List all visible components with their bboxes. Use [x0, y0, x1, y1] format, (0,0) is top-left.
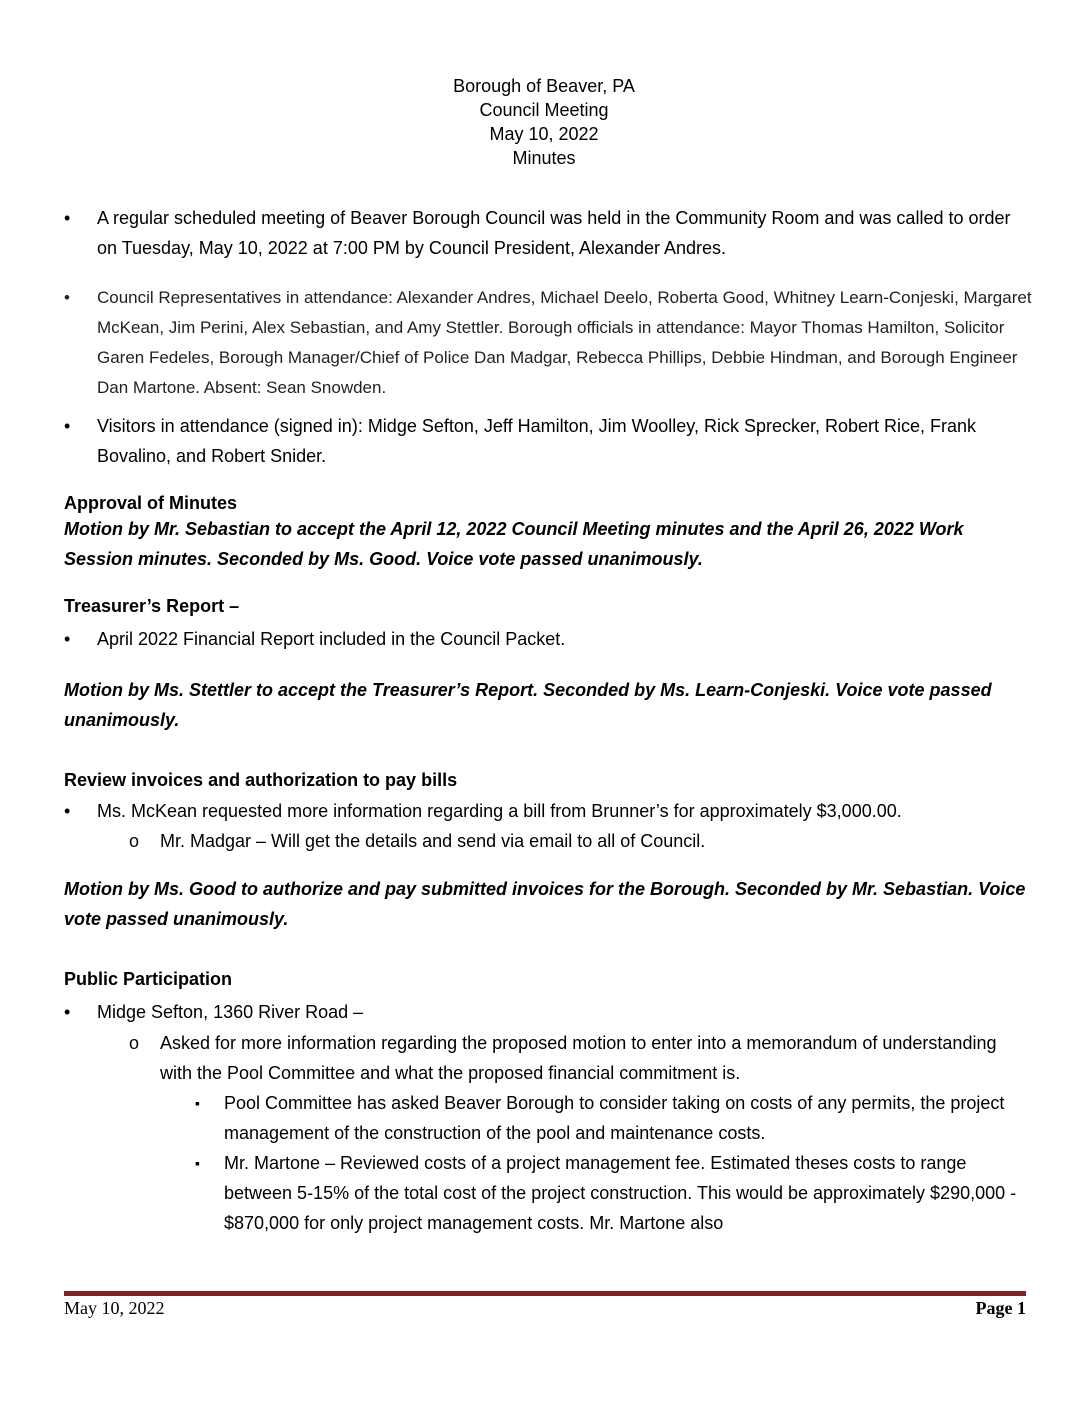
footer-date: May 10, 2022: [64, 1298, 165, 1318]
public-sub-circle-icon: o: [129, 1033, 140, 1053]
bullet-icon: •: [64, 288, 70, 307]
bullet-text: Ms. McKean requested more information regarding a bill from Brunner’s for approximately $3,000.00.: [97, 801, 902, 821]
bullet-text: Midge Sefton, 1360 River Road –: [97, 1002, 364, 1022]
invoices-sub-text: Mr. Madgar – Will get the details and send via email to all of Council.: [160, 831, 706, 851]
bullet-icon: •: [64, 1002, 71, 1022]
footer-divider: [64, 1291, 1026, 1296]
header-date: May 10, 2022: [489, 124, 599, 144]
header-borough: Borough of Beaver, PA: [453, 76, 635, 96]
motion-invoices: Motion by Ms. Good to authorize and pay submitted invoices for the Borough. Seconded by Mr. Sebastian. Voice vote passed unanimously.: [64, 879, 1026, 929]
header-minutes: Minutes: [512, 148, 576, 168]
bullet-icon: •: [64, 208, 71, 228]
public-subsub2-square-icon: ▪: [195, 1155, 200, 1171]
section-heading-treasurer: Treasurer’s Report –: [64, 596, 240, 616]
bullet-text: A regular scheduled meeting of Beaver Borough Council was held in the Community Room and was called to order on Tuesday, May 10, 2022 at 7:00 PM by Council President, Alexander Andres.: [97, 208, 1011, 258]
section-heading-approval: Approval of Minutes: [64, 493, 238, 513]
invoices-sub-circle-icon: o: [129, 831, 140, 851]
bullet-icon: •: [64, 416, 71, 436]
section-heading-invoices: Review invoices and authorization to pay bills: [64, 770, 458, 790]
public-subsub1-square-icon: ▪: [195, 1095, 200, 1111]
bullet-text: Council Representatives in attendance: Alexander Andres, Michael Deelo, Roberta Good, Whitney Learn-Conjeski, Margaret McKean, Jim Perini, Alex Sebastian, and Amy Stettler. Borough officials in attendance: Mayor Thomas Hamilton, Solicitor Garen Fedeles, Borough Manager/Chief of Police Dan Madgar, Rebecca Phillips, Debbie Hindman, and Borough Engineer Dan Martone. Absent: Sean Snowden.: [97, 288, 1032, 397]
public-subsub2-text: Mr. Martone – Reviewed costs of a project management fee. Estimated theses costs to range between 5-15% of the total cost of the project construction. This would be approximately $290,000 - $870,000 for only project management costs. Mr. Martone also: [224, 1153, 1017, 1233]
document-header: [0, 74, 1088, 170]
bullet-text: Visitors in attendance (signed in): Midge Sefton, Jeff Hamilton, Jim Woolley, Rick Sprecker, Robert Rice, Frank Bovalino, and Robert Snider.: [97, 416, 977, 466]
bullet-text: April 2022 Financial Report included in the Council Packet.: [97, 629, 566, 649]
public-subsub1-text: Pool Committee has asked Beaver Borough to consider taking on costs of any permits, the project management of the construction of the pool and maintenance costs.: [224, 1093, 1005, 1143]
motion-treasurer: Motion by Ms. Stettler to accept the Treasurer’s Report. Seconded by Ms. Learn-Conjeski. Voice vote passed unanimously.: [64, 680, 992, 730]
bullet-icon: •: [64, 801, 71, 821]
bullet-icon: •: [64, 629, 71, 649]
footer-page-number: Page 1: [975, 1298, 1026, 1318]
motion-approval: Motion by Mr. Sebastian to accept the April 12, 2022 Council Meeting minutes and the April 26, 2022 Work Session minutes. Seconded by Ms. Good. Voice vote passed unanimously.: [64, 519, 964, 569]
public-sub-text: Asked for more information regarding the proposed motion to enter into a memorandum of understanding with the Pool Committee and what the proposed financial commitment is.: [160, 1033, 997, 1083]
section-heading-public: Public Participation: [64, 969, 233, 989]
header-meeting: Council Meeting: [479, 100, 609, 120]
